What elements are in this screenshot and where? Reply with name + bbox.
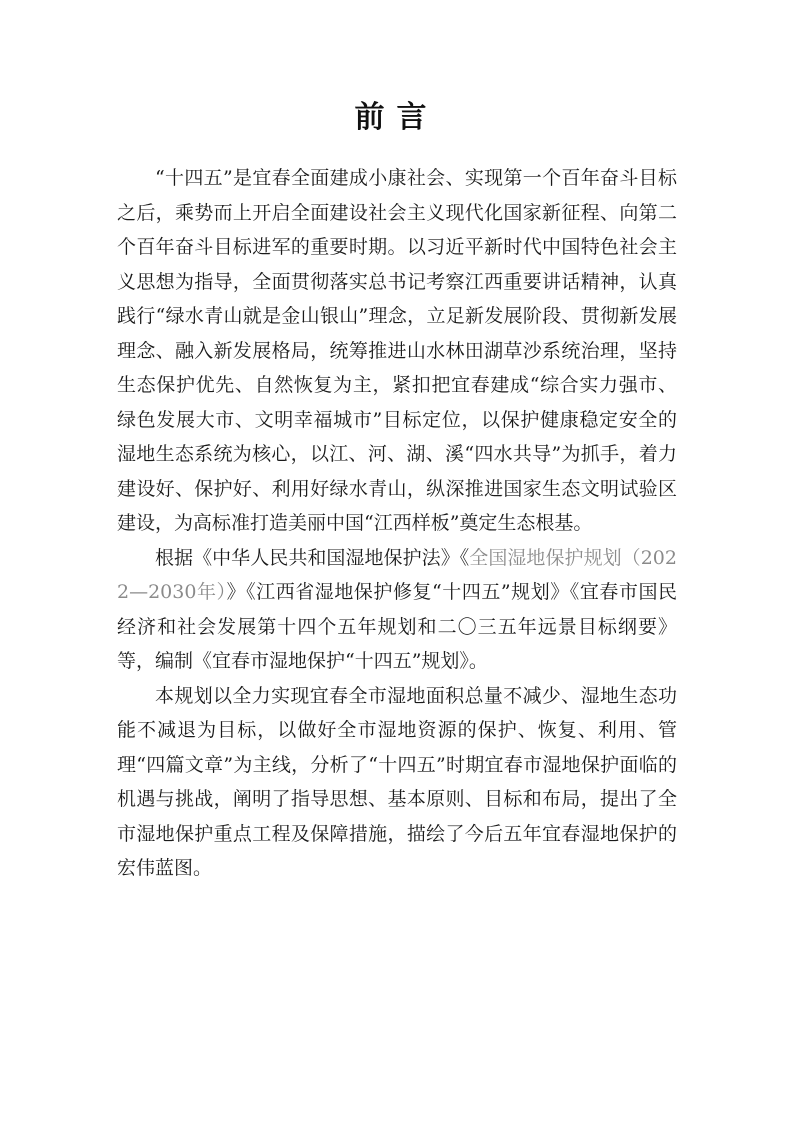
paragraph-2 xyxy=(117,541,677,679)
paragraph-2-part-3: 》《江西省湿地保护修复“十四五”规划》《宜春市国民经济和社会发展第十四个五年规划和二〇三五年远景目标纲要》等，编制《宜春市湿地保护“十四五”规划》。 xyxy=(117,581,677,672)
paragraph-3: 本规划以全力实现宜春全市湿地面积总量不减少、湿地生态功能不减退为目标，以做好全市湿地资源的保护、恢复、利用、管理“四篇文章”为主线，分析了“十四五”时期宜春市湿地保护面临的机遇与挑战，阐明了指导思想、基本原则、目标和布局，提出了全市湿地保护重点工程及保障措施，描绘了今后五年宜春湿地保护的宏伟蓝图。 xyxy=(117,684,677,879)
paragraph-2-plan-reference: 全国湿地保护规划（2022—2030年） xyxy=(117,546,677,603)
paragraph-1: “十四五”是宜春全面建成小康社会、实现第一个百年奋斗目标之后，乘势而上开启全面建设社会主义现代化国家新征程、向第二个百年奋斗目标进军的重要时期。以习近平新时代中国特色社会主义思想为指导，全面贯彻落实总书记考察江西重要讲话精神，认真践行“绿水青山就是金山银山”理念，立足新发展阶段、贯彻新发展理念、融入新发展格局，统筹推进山水林田湖草沙系统治理，坚持生态保护优先、自然恢复为主，紧扣把宜春建成“综合实力强市、绿色发展大市、文明幸福城市”目标定位，以保护健康稳定安全的湿地生态系统为核心，以江、河、湖、溪“四水共导”为抓手，着力建设好、保护好、利用好绿水青山，纵深推进国家生态文明试验区建设，为高标准打造美丽中国“江西样板”奠定生态根基。 xyxy=(117,167,677,534)
page-title: 前言 xyxy=(354,100,439,135)
paragraph-2-part-1: 根据《中华人民共和国湿地保护法》《 xyxy=(155,546,470,569)
body-text xyxy=(117,161,677,886)
